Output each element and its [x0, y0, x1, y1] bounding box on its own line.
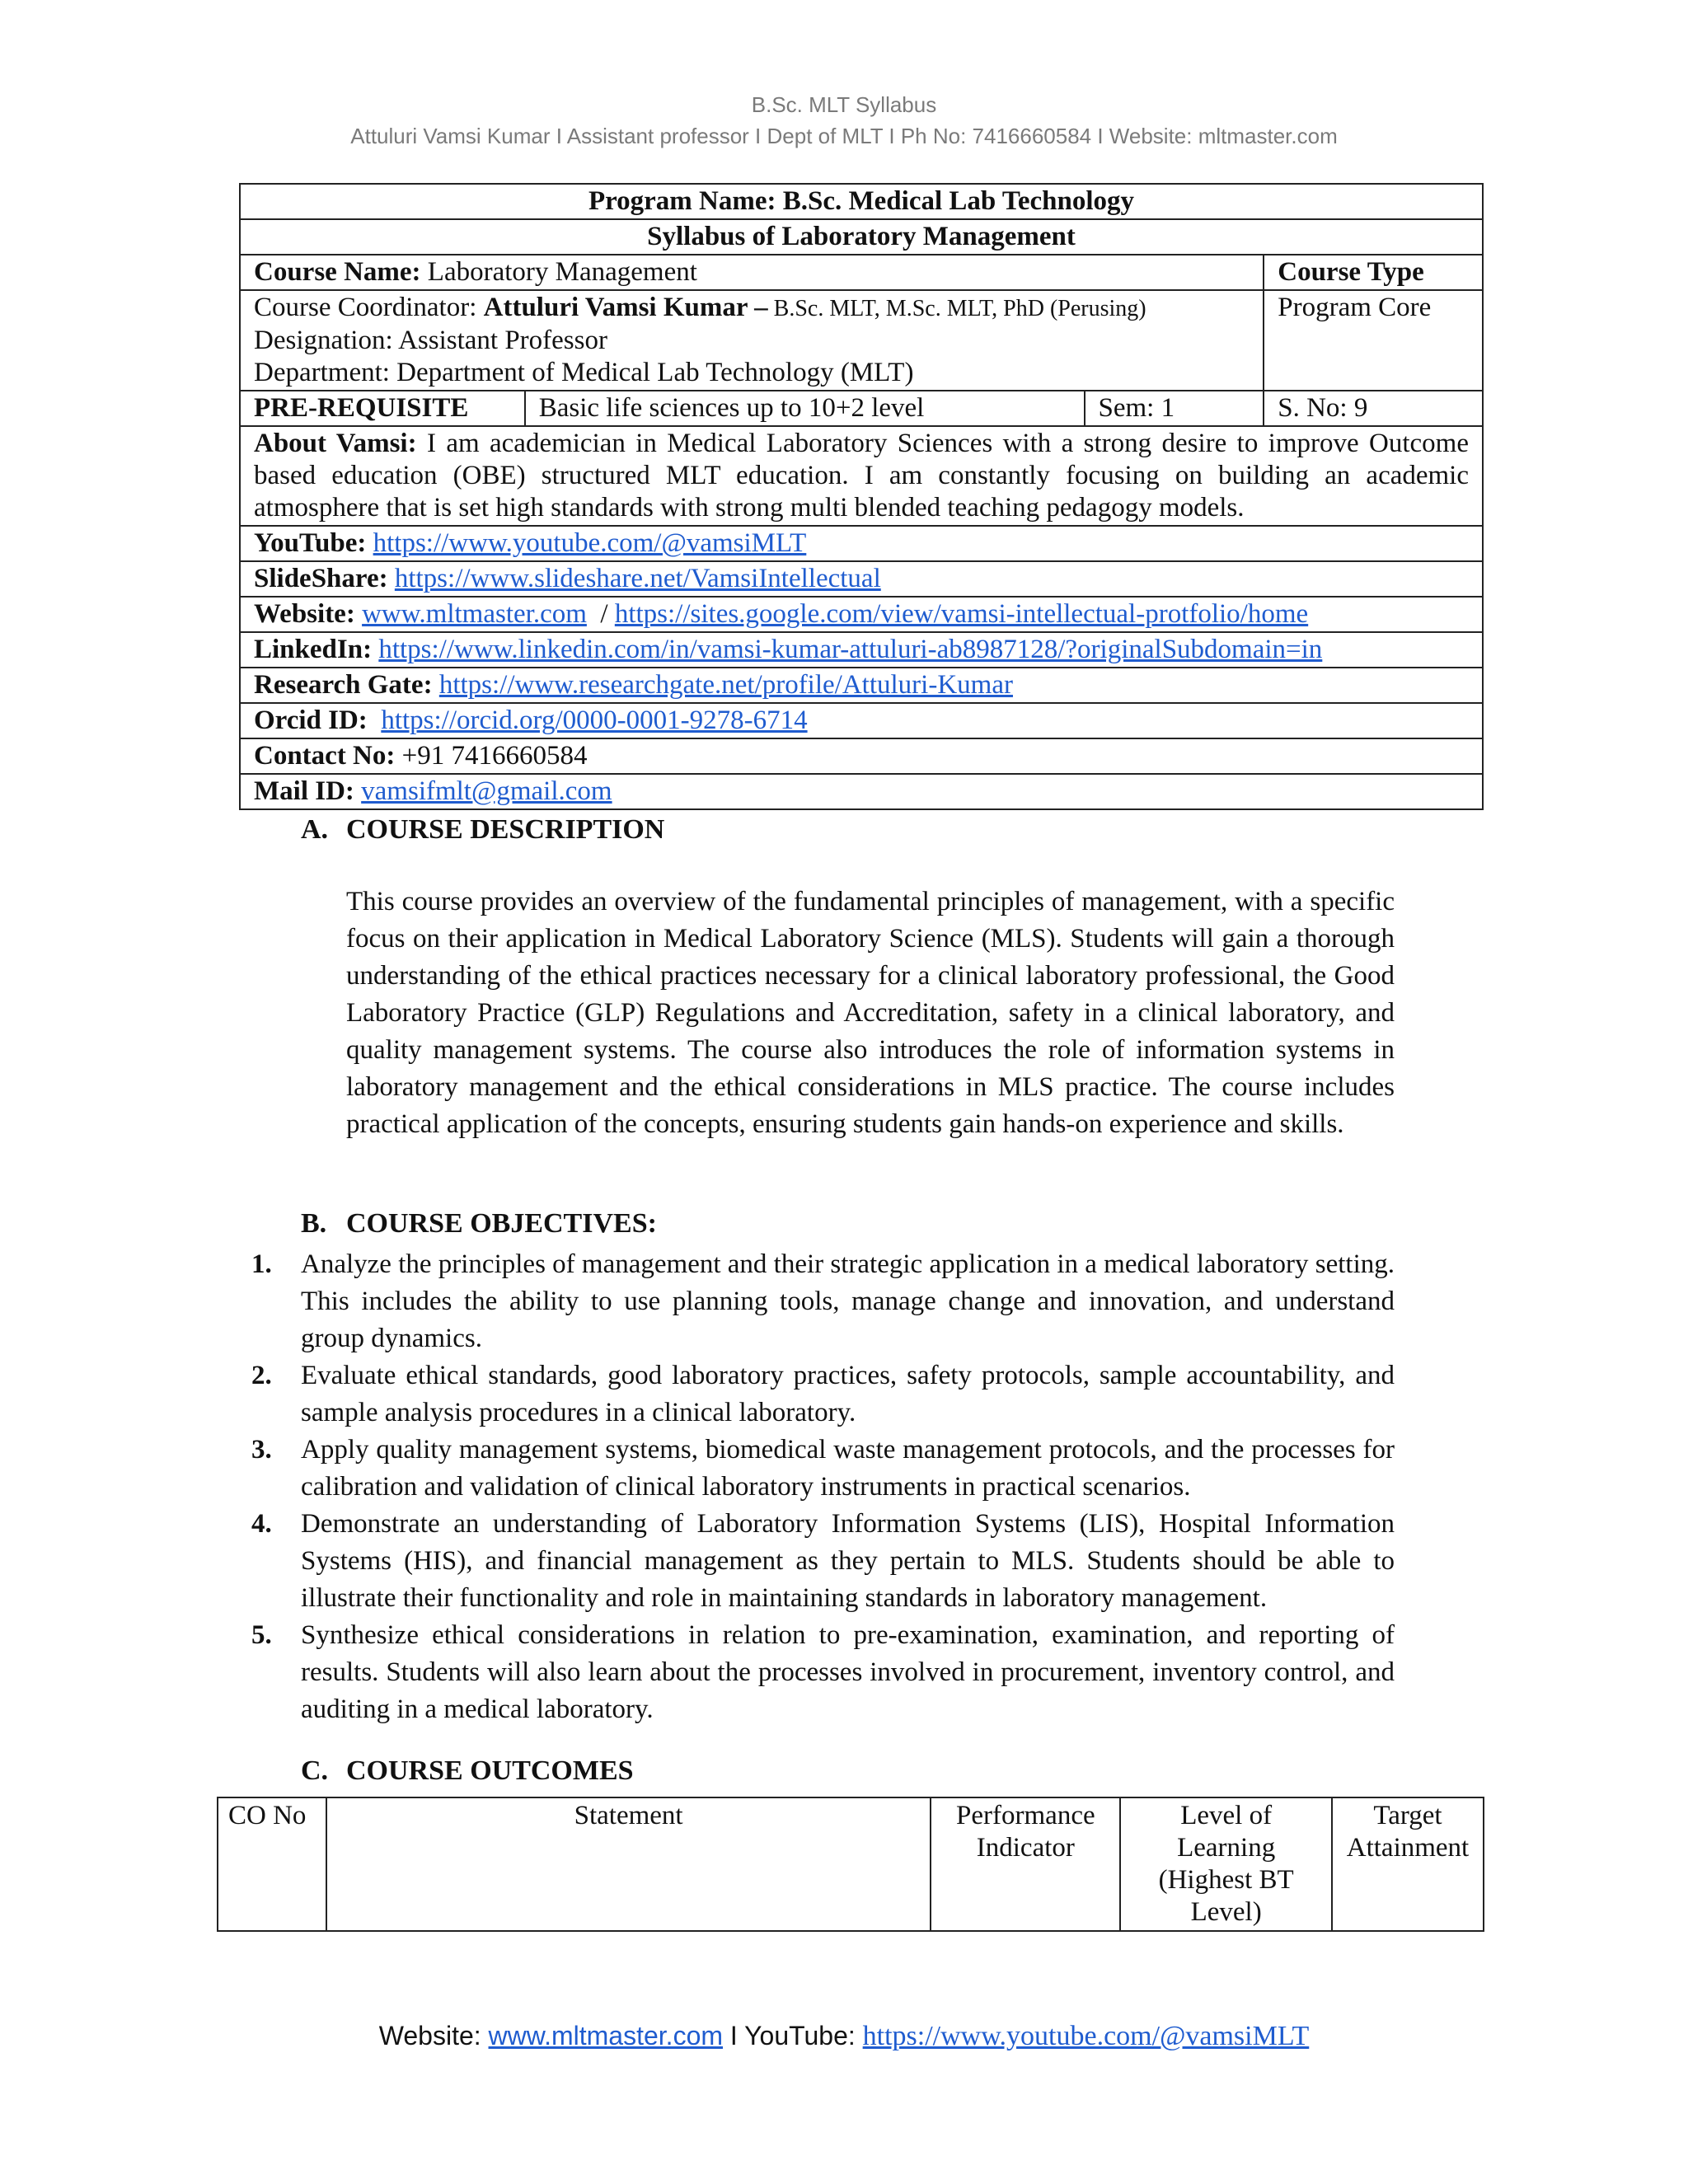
youtube-row: [240, 526, 1483, 561]
section-c-heading: C. COURSE OUTCOMES: [301, 1755, 634, 1786]
course-type-value: Program Core: [1264, 290, 1483, 391]
website-link[interactable]: www.mltmaster.com: [362, 599, 587, 629]
about-label: About Vamsi:: [254, 429, 417, 458]
prereq-label: PRE-REQUISITE: [254, 393, 469, 423]
header-author-line: Attuluri Vamsi Kumar I Assistant professor I Dept of MLT I Ph No: 7416660584 I Website: mltmaster.com: [350, 124, 1338, 148]
section-b-heading: B. COURSE OBJECTIVES:: [301, 1208, 657, 1239]
slideshare-row: [240, 561, 1483, 597]
objectives-list: [251, 1246, 1395, 1728]
course-type-label: Course Type: [1278, 257, 1424, 287]
list-item: 5. Synthesize ethical considerations in relation to pre-examination, examination, and reporting of results. Students will also learn about the processes involved in procurement, inventory control, and auditing in a medical laboratory.: [251, 1620, 1395, 1724]
level-of-learning-header: Level of Learning (Highest BT Level): [1120, 1797, 1332, 1931]
course-info-table: [239, 183, 1484, 810]
coordinator-line: Course Coordinator: Attuluri Vamsi Kumar – B.Sc. MLT, M.Sc. MLT, PhD (Perusing): [254, 293, 1146, 322]
youtube-link[interactable]: https://www.youtube.com/@vamsiMLT: [373, 528, 807, 558]
slideshare-label: SlideShare:: [254, 564, 388, 593]
performance-indicator-header: Performance Indicator: [931, 1797, 1120, 1931]
portfolio-link[interactable]: https://sites.google.com/view/vamsi-intellectual-protfolio/home: [614, 599, 1309, 629]
mail-row: [240, 774, 1483, 809]
syllabus-title-row: [240, 219, 1483, 255]
website-row: Website: www.mltmaster.com / https://sites.google.com/view/vamsi-intellectual-protfolio/home: [240, 597, 1483, 632]
linkedin-link[interactable]: https://www.linkedin.com/in/vamsi-kumar-attuluri-ab8987128/?originalSubdomain=in: [378, 635, 1323, 664]
page-footer: Website: www.mltmaster.com I YouTube: https://www.youtube.com/@vamsiMLT: [378, 2021, 1310, 2051]
header-title: B.Sc. MLT Syllabus: [751, 92, 937, 117]
coordinator-name: Attuluri Vamsi Kumar –: [483, 293, 768, 322]
contact-value: +91 7416660584: [395, 741, 588, 771]
designation: Designation: Assistant Professor: [254, 326, 607, 355]
syllabus-title: Syllabus of Laboratory Management: [647, 222, 1076, 251]
prereq-value: Basic life sciences up to 10+2 level: [525, 391, 1085, 426]
page-header: [0, 89, 1688, 152]
co-no-header: CO No: [218, 1797, 326, 1931]
table-row: [218, 1797, 1484, 1931]
course-description: This course provides an overview of the fundamental principles of management, with a specific focus on their application in Medical Laboratory Science (MLS). Students will gain a thorough understanding of the ethical practices necessary for a clinical laboratory professional, the Good Laboratory Practice (GLP) Regulations and Accreditation, safety in a clinical laboratory, and quality management systems. The course also introduces the role of information systems in laboratory management and the ethical considerations in MLS practice. The course includes practical application of the concepts, ensuring students gain hands-on experience and skills.: [346, 887, 1395, 1139]
about-text: I am academician in Medical Laboratory Sciences with a strong desire to improve Outcome based education (OBE) structured MLT education. I am constantly focusing on building an academic atmosphere that is set high standards with strong multi blended teaching pedagogy models.: [254, 429, 1469, 523]
serial-number: S. No: 9: [1264, 391, 1483, 426]
mail-link[interactable]: vamsifmlt@gmail.com: [361, 776, 612, 806]
course-name-label: Course Name:: [254, 257, 421, 287]
target-attainment-header: Target Attainment: [1332, 1797, 1484, 1931]
linkedin-row: [240, 632, 1483, 668]
coordinator-row: [240, 290, 1483, 391]
department: Department: Department of Medical Lab Technology (MLT): [254, 358, 914, 387]
linkedin-label: LinkedIn:: [254, 635, 373, 664]
semester: Sem: 1: [1085, 391, 1264, 426]
program-name-row: [240, 184, 1483, 219]
contact-row: [240, 738, 1483, 774]
mail-label: Mail ID:: [254, 776, 354, 806]
youtube-label: YouTube:: [254, 528, 367, 558]
statement-header: Statement: [326, 1797, 931, 1931]
footer-website-link[interactable]: www.mltmaster.com: [488, 2021, 724, 2050]
orcid-link[interactable]: https://orcid.org/0000-0001-9278-6714: [381, 705, 808, 735]
researchgate-label: Research Gate:: [254, 670, 433, 700]
orcid-label: Orcid ID:: [254, 705, 368, 735]
slideshare-link[interactable]: https://www.slideshare.net/VamsiIntellectual: [394, 564, 881, 593]
website-label: Website:: [254, 599, 355, 629]
prerequisite-row: [240, 391, 1483, 426]
course-name-row: [240, 255, 1483, 290]
list-item: 4. Demonstrate an understanding of Laboratory Information Systems (LIS), Hospital Information Systems (HIS), and financial management as they pertain to MLS. Students should be able to illustrate their functionality and role in maintaining standards in laboratory management.: [251, 1509, 1395, 1613]
program-name: Program Name: B.Sc. Medical Lab Technology: [588, 186, 1135, 216]
course-name-value: Laboratory Management: [420, 257, 697, 287]
course-outcomes-table: [217, 1797, 1484, 1932]
coordinator-quals: B.Sc. MLT, M.Sc. MLT, PhD (Perusing): [767, 296, 1146, 321]
about-row: [240, 426, 1483, 526]
section-a-heading: A. COURSE DESCRIPTION: [301, 814, 665, 845]
list-item: 2. Evaluate ethical standards, good laboratory practices, safety protocols, sample accountability, and sample analysis procedures in a clinical laboratory.: [251, 1361, 1395, 1427]
orcid-row: [240, 703, 1483, 738]
footer-youtube-link[interactable]: https://www.youtube.com/@vamsiMLT: [862, 2021, 1310, 2051]
researchgate-row: [240, 668, 1483, 703]
list-item: 1. Analyze the principles of management and their strategic application in a medical laboratory setting. This includes the ability to use planning tools, manage change and innovation, and understand group dynamics.: [251, 1249, 1395, 1353]
researchgate-link[interactable]: https://www.researchgate.net/profile/Attuluri-Kumar: [438, 670, 1013, 700]
list-item: 3. Apply quality management systems, biomedical waste management protocols, and the processes for calibration and validation of clinical laboratory instruments in practical scenarios.: [251, 1435, 1395, 1502]
contact-label: Contact No:: [254, 741, 396, 771]
